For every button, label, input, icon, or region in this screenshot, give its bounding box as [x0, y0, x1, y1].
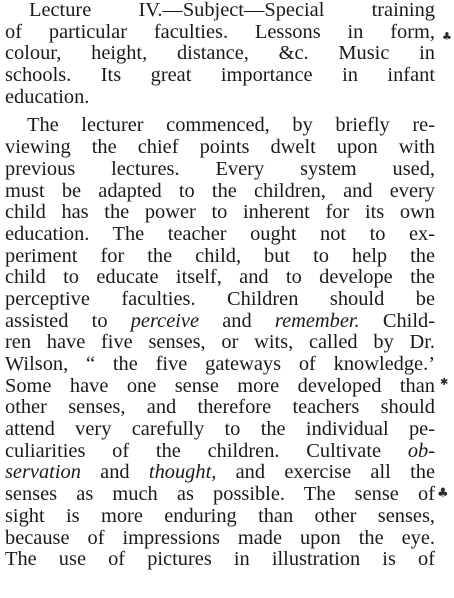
text-line: The use of pictures in illustration is of [5, 549, 435, 571]
text-line: periment for the child, but to help the [5, 245, 435, 267]
text-line: ren have five senses, or wits, called by Dr. [5, 332, 435, 354]
text-run: assisted to [5, 310, 131, 332]
text-line: sight is more enduring than other senses, [5, 505, 435, 527]
text-line: The lecturer commenced, by briefly re- [27, 115, 435, 137]
text-run: and exercise all the [216, 462, 435, 484]
italic-run: servation [5, 462, 81, 484]
italic-run: perceive [130, 310, 200, 332]
text-line: Some have one sense more developed than [5, 375, 435, 397]
text-line: schools. Its great importance in infant [5, 65, 435, 87]
text-line: Lecture IV.—Subject—Special training [29, 0, 435, 21]
text-line: previous lectures. Every system used, [5, 158, 435, 180]
italic-run: ob- [407, 440, 435, 462]
text-line: must be adapted to the children, and every [5, 180, 435, 202]
text-line: education. The teacher ought not to ex- [5, 223, 435, 245]
text-line: Wilson, “ the five gateways of knowledge.’ [5, 354, 435, 375]
text-run: and [199, 310, 275, 332]
text-line: child has the power to inherent for its own [5, 202, 435, 224]
lecture-body-paragraph [5, 115, 435, 570]
text-line: because of impressions made upon the eye. [5, 527, 435, 549]
text-run: culiarities of the children. Cultivate [5, 440, 408, 462]
text-line: senses as much as possible. The sense of [5, 484, 435, 506]
text-line: perceptive faculties. Children should be [5, 288, 435, 310]
text-line: viewing the chief points dwelt upon with [5, 137, 435, 159]
article-column [5, 0, 435, 571]
text-line [5, 311, 435, 333]
ink-speck-icon: ✱ [440, 377, 449, 388]
ink-speck-icon: ♣ [437, 486, 449, 501]
text-line: colour, height, distance, &c. Music in [5, 43, 435, 65]
text-line: child to educate itself, and to develope the [5, 267, 435, 289]
text-line [5, 441, 435, 463]
italic-run: thought, [148, 462, 217, 484]
text-run: and [80, 462, 149, 484]
lecture-heading-paragraph [5, 0, 435, 108]
ink-speck-icon: ♣ [442, 30, 452, 43]
text-run: Child- [359, 310, 435, 332]
italic-run: remember. [274, 310, 360, 332]
text-line [5, 462, 435, 484]
text-line: of particular faculties. Lessons in form, [5, 21, 435, 43]
text-line: other senses, and therefore teachers should [5, 397, 435, 419]
text-line: attend very carefully to the individual pe- [5, 419, 435, 441]
text-line: education. [5, 86, 90, 108]
